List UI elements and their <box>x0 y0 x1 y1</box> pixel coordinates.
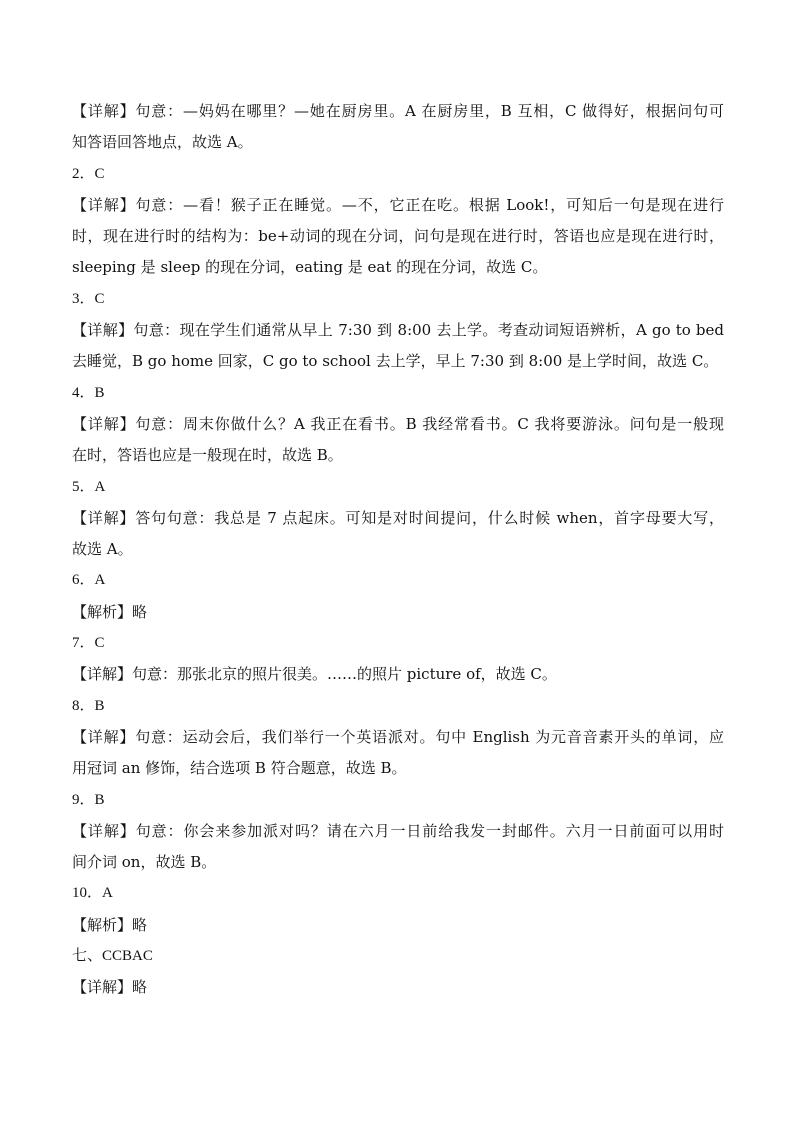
explanation-line: 用冠词 an 修饰，结合选项 B 符合题意，故选 B。 <box>72 759 407 778</box>
explanation-line: 【详解】答句句意：我总是 7 点起床。可知是对时间提问，什么时候 when，首字母要大写， <box>72 508 724 527</box>
explanation-line: 知答语回答地点，故选 A。 <box>72 133 253 152</box>
answer-number: 2．C <box>72 165 105 182</box>
answer-number: 7．C <box>72 635 105 652</box>
explanation-line: 【详解】句意：运动会后，我们举行一个英语派对。句中 English 为元音音素开头的单词，应 <box>72 727 724 746</box>
explanation-line: 去睡觉，B go home 回家，C go to school 去上学，早上 7:30 到 8:00 是上学时间，故选 C。 <box>72 352 719 371</box>
explanation-line: 【详解】略 <box>72 978 148 997</box>
explanation-line: 【详解】句意：—看！猴子正在睡觉。—不，它正在吃。根据 Look!，可知后一句是现在进行 <box>72 195 724 214</box>
answer-number: 4．B <box>72 384 105 401</box>
explanation-line: 在时，答语也应是一般现在时，故选 B。 <box>72 446 343 465</box>
section-answer: 七、CCBAC <box>72 948 153 965</box>
explanation-line: 【详解】句意：现在学生们通常从早上 7:30 到 8:00 去上学。考查动词短语辨析，A go to bed <box>72 321 724 340</box>
explanation-line: 故选 A。 <box>72 540 133 559</box>
explanation-line: 【解析】略 <box>72 915 148 934</box>
explanation-line: 【详解】句意：—妈妈在哪里？—她在厨房里。A 在厨房里，B 互相，C 做得好，根据问句可 <box>72 102 724 120</box>
answer-number: 10．A <box>72 885 113 902</box>
explanation-line: sleeping 是 sleep 的现在分词，eating 是 eat 的现在分词，故选 C。 <box>72 258 548 277</box>
explanation-line: 时，现在进行时的结构为：be+动词的现在分词，问句是现在进行时，答语也应是现在进行时， <box>72 227 724 246</box>
answer-number: 6．A <box>72 572 106 589</box>
answer-explanations <box>72 96 724 1004</box>
answer-number: 9．B <box>72 791 105 808</box>
answer-number: 5．A <box>72 478 106 495</box>
explanation-line: 【解析】略 <box>72 602 148 621</box>
explanation-line: 【详解】句意：你会来参加派对吗？请在六月一日前给我发一封邮件。六月一日前面可以用时 <box>72 821 724 840</box>
explanation-line: 【详解】句意：周末你做什么？A 我正在看书。B 我经常看书。C 我将要游泳。问句是一般现 <box>72 414 724 433</box>
answer-number: 3．C <box>72 290 105 307</box>
explanation-line: 间介词 on，故选 B。 <box>72 853 217 872</box>
explanation-line: 【详解】句意：那张北京的照片很美。……的照片 picture of，故选 C。 <box>72 665 557 684</box>
answer-number: 8．B <box>72 697 105 714</box>
